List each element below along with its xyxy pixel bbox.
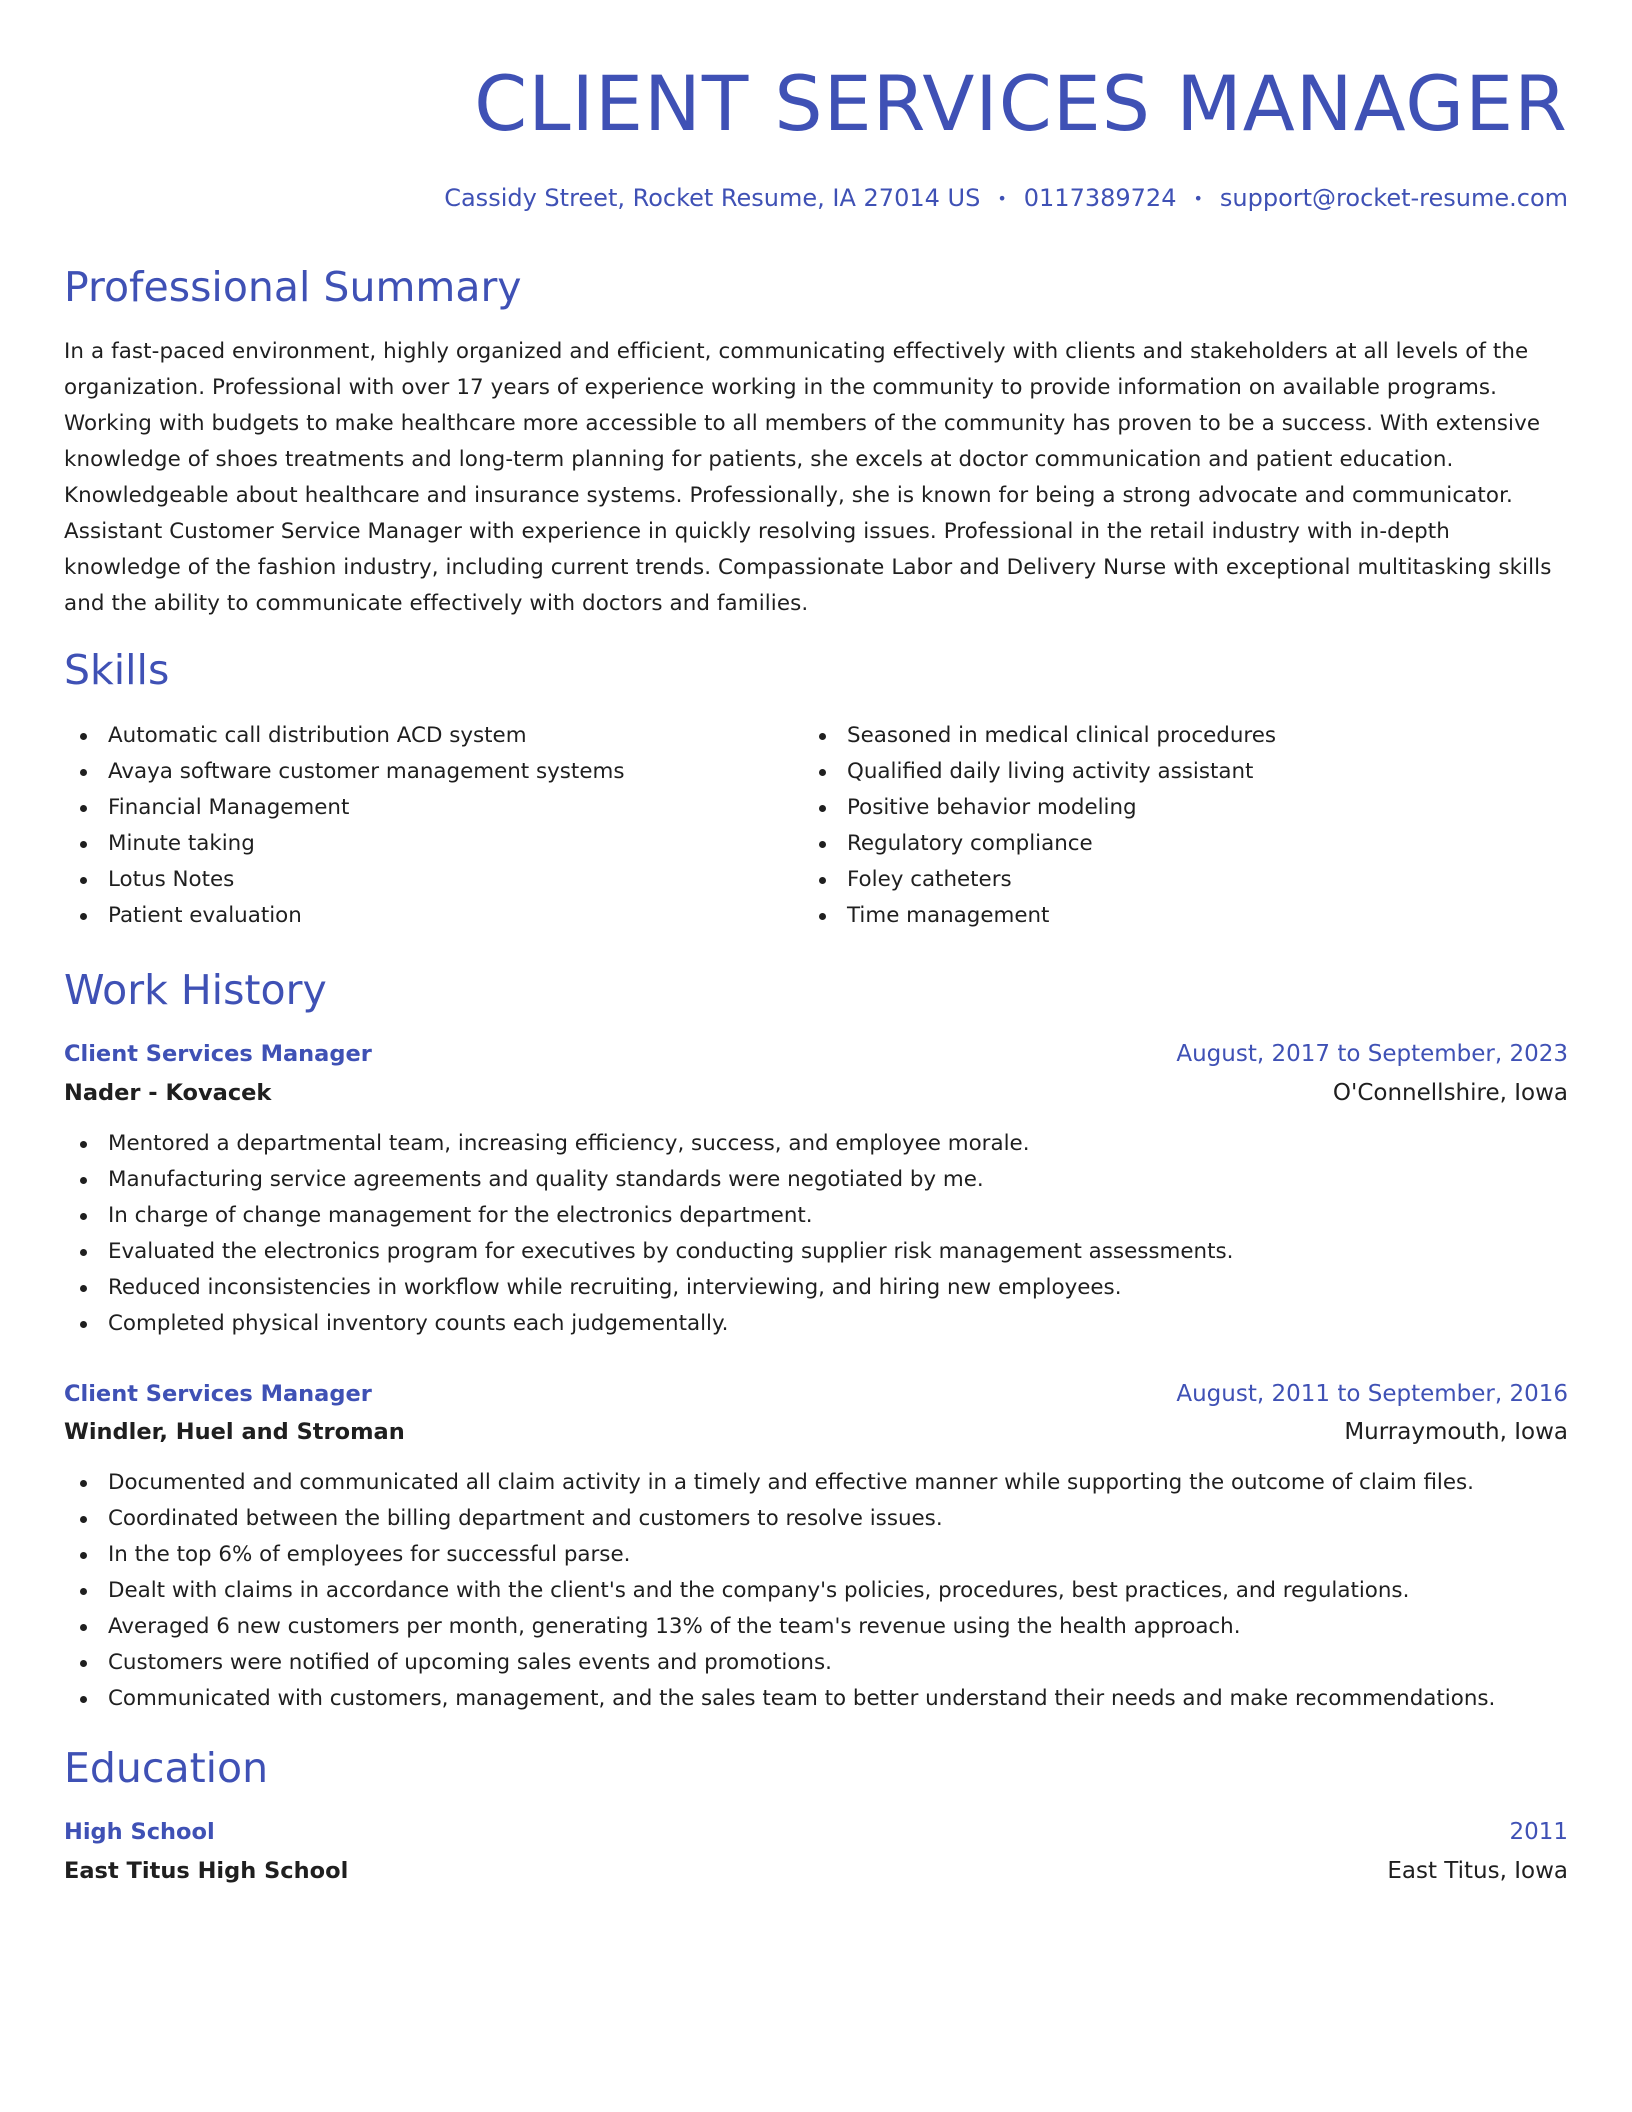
job-dates: August, 2017 to September, 2023 <box>1176 1041 1568 1067</box>
job-employer <box>64 1075 1568 1111</box>
skill-item: Qualified daily living activity assistant <box>803 754 1276 790</box>
contact-separator: • <box>997 189 1007 208</box>
skill-item: Positive behavior modeling <box>803 790 1276 826</box>
contact-separator: • <box>1193 189 1203 208</box>
job-bullet: Manufacturing service agreements and quality standards were negotiated by me. <box>64 1162 1233 1198</box>
job-bullet: Documented and communicated all claim activity in a timely and effective manner while supporting the outcome of claim files. <box>64 1465 1495 1501</box>
contact-address: Cassidy Street, Rocket Resume, IA 27014 US <box>444 184 981 212</box>
company-name: Windler, Huel and Stroman <box>64 1419 405 1445</box>
skill-item: Minute taking <box>64 826 624 862</box>
skill-item: Automatic call distribution ACD system <box>64 718 624 754</box>
skill-item: Financial Management <box>64 790 624 826</box>
education-heading: Education <box>64 1744 269 1792</box>
job-employer <box>64 1414 1568 1450</box>
job-bullet: Dealt with claims in accordance with the client's and the company's policies, procedures, best practices, and regulations. <box>64 1573 1495 1609</box>
skills-list-right <box>803 718 1276 934</box>
job-location: O'Connellshire, Iowa <box>1332 1080 1568 1106</box>
job-title: Client Services Manager <box>64 1041 372 1067</box>
job-bullet: Averaged 6 new customers per month, generating 13% of the team's revenue using the health approach. <box>64 1609 1495 1645</box>
job-bullet: Coordinated between the billing department and customers to resolve issues. <box>64 1501 1495 1537</box>
job-bullets <box>64 1465 1495 1717</box>
graduation-year: 2011 <box>1509 1819 1568 1845</box>
school-name: East Titus High School <box>64 1858 349 1884</box>
job-dates: August, 2011 to September, 2016 <box>1176 1381 1568 1407</box>
skills-list-left <box>64 718 624 934</box>
job-bullet: In the top 6% of employees for successful parse. <box>64 1537 1495 1573</box>
contact-email: support@rocket-resume.com <box>1219 184 1568 212</box>
skills-heading: Skills <box>64 646 170 694</box>
skill-item: Lotus Notes <box>64 862 624 898</box>
candidate-name: CLIENT SERVICES MANAGER <box>474 59 1568 148</box>
skill-item: Avaya software customer management systems <box>64 754 624 790</box>
job-bullet: Customers were notified of upcoming sales events and promotions. <box>64 1645 1495 1681</box>
skill-item: Regulatory compliance <box>803 826 1276 862</box>
job-bullet: In charge of change management for the electronics department. <box>64 1198 1233 1234</box>
company-name: Nader - Kovacek <box>64 1080 272 1106</box>
work-history-heading: Work History <box>64 966 327 1014</box>
job-location: Murraymouth, Iowa <box>1344 1419 1568 1445</box>
job-bullet: Evaluated the electronics program for executives by conducting supplier risk management assessments. <box>64 1234 1233 1270</box>
skill-item: Time management <box>803 898 1276 934</box>
degree: High School <box>64 1819 215 1845</box>
contact-line <box>444 180 1568 217</box>
summary-heading: Professional Summary <box>64 263 522 311</box>
education-school <box>64 1853 1568 1889</box>
job-title: Client Services Manager <box>64 1381 372 1407</box>
skill-item: Patient evaluation <box>64 898 624 934</box>
job-bullet: Mentored a departmental team, increasing efficiency, success, and employee morale. <box>64 1126 1233 1162</box>
school-location: East Titus, Iowa <box>1387 1858 1568 1884</box>
job-header <box>64 1376 1568 1412</box>
job-header <box>64 1036 1568 1072</box>
skill-item: Seasoned in medical clinical procedures <box>803 718 1276 754</box>
skill-item: Foley catheters <box>803 862 1276 898</box>
contact-phone: 0117389724 <box>1023 184 1177 212</box>
job-bullet: Reduced inconsistencies in workflow while recruiting, interviewing, and hiring new employees. <box>64 1270 1233 1306</box>
job-bullets <box>64 1126 1233 1342</box>
job-bullet: Completed physical inventory counts each judgementally. <box>64 1306 1233 1342</box>
summary-text: In a fast-paced environment, highly organized and efficient, communicating effectively with clients and stakeholders at all levels of the organization. Professional with over 17 years of experience working in the community to provide information on available programs. Working with budgets to make healthcare more accessible to all members of the community has proven to be a success. With extensive knowledge of shoes treatments and long-term planning for patients, she excels at doctor communication and patient education. Knowledgeable about healthcare and insurance systems. Professionally, she is known for being a strong advocate and communicator. Assistant Customer Service Manager with experience in quickly resolving issues. Professional in the retail industry with in-depth knowledge of the fashion industry, including current trends. Compassionate Labor and Delivery Nurse with exceptional multitasking skills and the ability to communicate effectively with doctors and families. <box>64 339 1552 616</box>
education-header <box>64 1814 1568 1850</box>
job-bullet: Communicated with customers, management, and the sales team to better understand their needs and make recommendations. <box>64 1681 1495 1717</box>
